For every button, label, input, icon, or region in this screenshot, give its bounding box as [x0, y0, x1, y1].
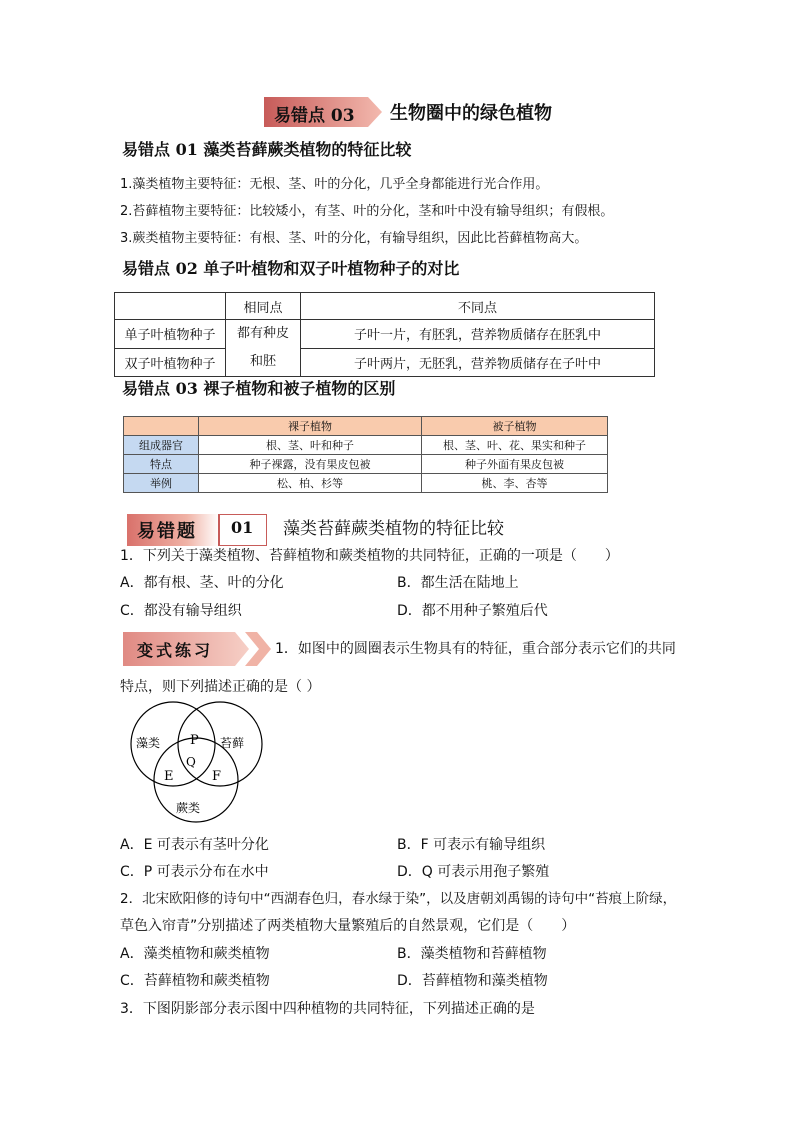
table-row-label: 特点: [124, 455, 199, 474]
table-cell: 松、柏、杉等: [199, 474, 422, 493]
page-title: 生物圈中的绿色植物: [390, 103, 552, 124]
variant-q1-line1: 1．如图中的圆圈表示生物具有的特征，重合部分表示它们的共同: [275, 641, 676, 657]
table-cell: 根、茎、叶、花、果实和种子: [422, 436, 608, 455]
table-cell-diff: 子叶一片，有胚乳，营养物质储存在胚乳中: [301, 320, 655, 349]
table-row-label: 单子叶植物种子: [115, 320, 226, 349]
variant-q1-option-c: C．P 可表示分布在水中: [120, 864, 269, 880]
title-banner: [264, 97, 382, 127]
q1-option-d: D．都不用种子繁殖后代: [397, 603, 548, 619]
variant-q1-line2: 特点，则下列描述正确的是（ ）: [120, 679, 321, 695]
section1-heading: 易错点 01 藻类苔藓蕨类植物的特征比较: [122, 140, 412, 159]
venn-label-algae: 藻类: [136, 736, 161, 750]
variant-q2-option-a: A．藻类植物和蕨类植物: [120, 946, 270, 962]
variant-q1-option-a: A．E 可表示有茎叶分化: [120, 837, 269, 853]
q1-stem: 1．下列关于藻类植物、苔藓植物和蕨类植物的共同特征，正确的一项是（ ）: [120, 548, 619, 564]
error-question-tag: [127, 514, 267, 546]
table-cell-same: [226, 320, 301, 377]
variant-q1-option-d: D．Q 可表示用孢子繁殖: [397, 864, 550, 880]
errtag-label: 易错题: [137, 521, 197, 542]
q1-option-c: C．都没有输导组织: [120, 603, 242, 619]
venn-region-f: F: [212, 769, 222, 784]
venn-diagram: [118, 700, 278, 828]
gymnosperm-angiosperm-table: [123, 416, 608, 493]
section1-item-2: 2.苔藓植物主要特征：比较矮小，有茎、叶的分化，茎和叶中没有输导组织；有假根。: [120, 204, 614, 219]
table-row-label: 组成器官: [124, 436, 199, 455]
variant-label: 变式练习: [137, 641, 214, 660]
table-cell: 种子裸露，没有果皮包被: [199, 455, 422, 474]
title-tag: 易错点 03: [274, 106, 355, 126]
table-cell-diff: 子叶两片，无胚乳，营养物质储存在子叶中: [301, 348, 655, 377]
table-header-gymno: 裸子植物: [199, 417, 422, 436]
venn-region-p: P: [190, 733, 199, 748]
variant-q3-stem: 3．下图阴影部分表示图中四种植物的共同特征，下列描述正确的是: [120, 1001, 535, 1017]
section3-heading: 易错点 03 裸子植物和被子植物的区别: [122, 379, 396, 398]
table-header-same: 相同点: [226, 293, 301, 320]
venn-region-e: E: [164, 769, 174, 784]
variant-q1-option-b: B．F 可表示有输导组织: [397, 837, 546, 853]
venn-region-q: Q: [186, 755, 196, 769]
table-row-label: 双子叶植物种子: [115, 348, 226, 377]
errtag-number: 01: [231, 518, 254, 537]
variant-q2-option-b: B．藻类植物和苔藓植物: [397, 946, 547, 962]
table-cell: 种子外面有果皮包被: [422, 455, 608, 474]
same-line-1: 都有种皮: [236, 326, 289, 341]
table-cell-empty: [124, 417, 199, 436]
section1-item-1: 1.藻类植物主要特征：无根、茎、叶的分化，几乎全身都能进行光合作用。: [120, 177, 549, 192]
variant-q2-option-d: D．苔藓植物和藻类植物: [397, 973, 548, 989]
variant-q2-line1: 2．北宋欧阳修的诗句中“西湖春色归，春水绿于染”，以及唐朝刘禹锡的诗句中“苔痕上阶绿，: [120, 891, 677, 907]
venn-label-moss: 苔藓: [220, 736, 245, 750]
same-line-2: 和胚: [249, 354, 276, 369]
variant-q2-option-c: C．苔藓植物和蕨类植物: [120, 973, 270, 989]
table-row-label: 举例: [124, 474, 199, 493]
q1-option-a: A．都有根、茎、叶的分化: [120, 575, 284, 591]
errtag-title: 藻类苔藓蕨类植物的特征比较: [283, 519, 504, 539]
table-cell: 根、茎、叶和种子: [199, 436, 422, 455]
variant-q2-line2: 草色入帘青”分别描述了两类植物大量繁殖后的自然景观，它们是（ ）: [120, 918, 576, 934]
venn-label-fern: 蕨类: [176, 801, 201, 815]
section1-item-3: 3.蕨类植物主要特征：有根、茎、叶的分化，有输导组织，因此比苔藓植物高大。: [120, 231, 588, 246]
table-cell-empty: [115, 293, 226, 320]
seed-comparison-table: [114, 292, 655, 377]
table-header-diff: 不同点: [301, 293, 655, 320]
table-cell: 桃、李、杏等: [422, 474, 608, 493]
variant-practice-tag: [123, 632, 271, 666]
q1-option-b: B．都生活在陆地上: [397, 575, 519, 591]
table-header-angio: 被子植物: [422, 417, 608, 436]
section2-heading: 易错点 02 单子叶植物和双子叶植物种子的对比: [122, 259, 460, 278]
